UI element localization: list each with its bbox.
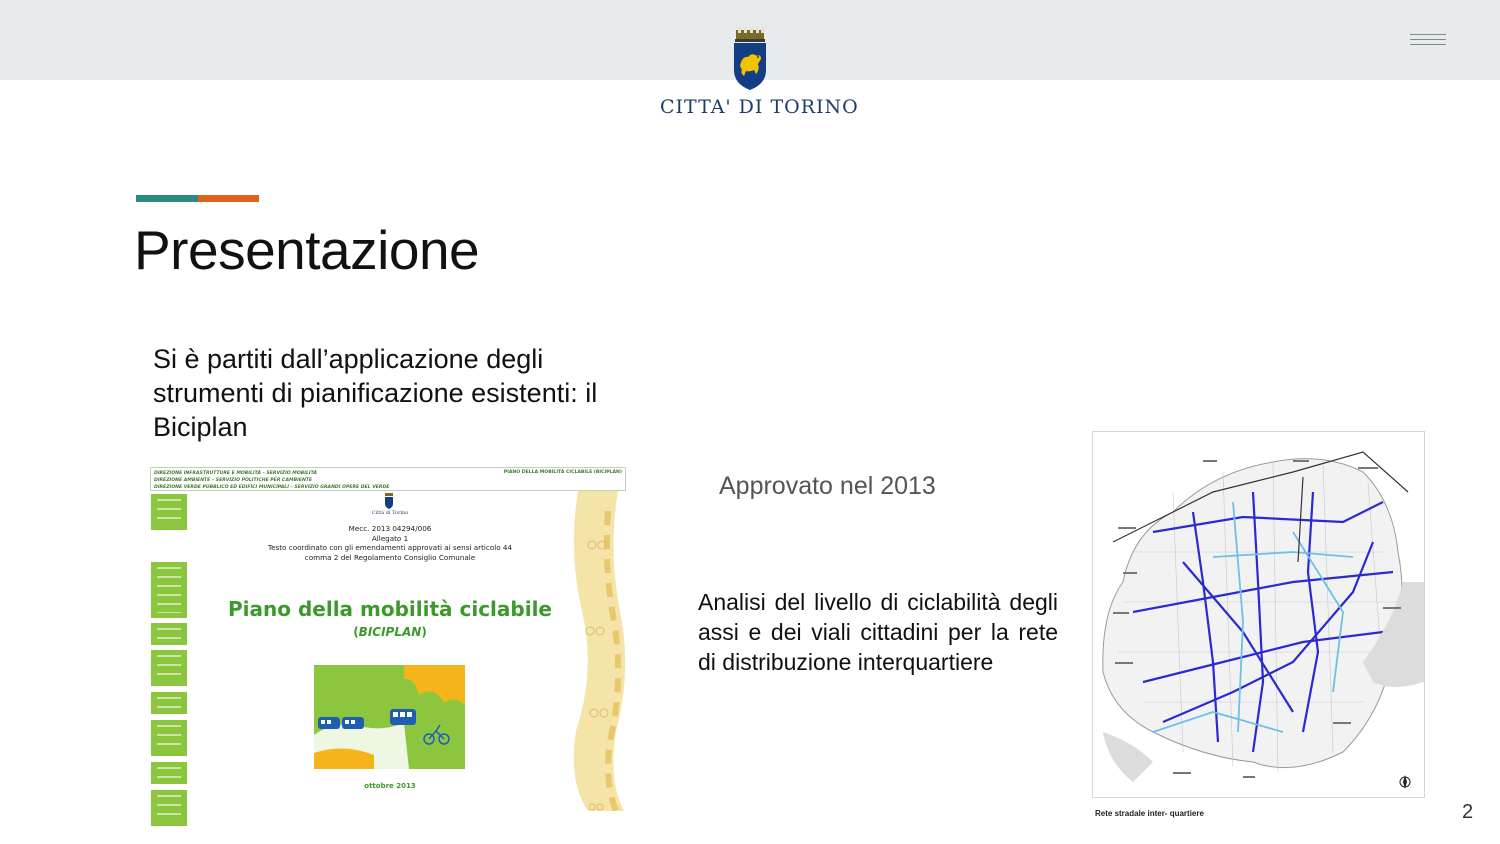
- doc-bike-path-decoration: [568, 491, 644, 811]
- city-name: CITTA' DI TORINO: [660, 96, 859, 118]
- map-caption: Rete stradale inter- quartiere: [1095, 809, 1204, 818]
- side-thumb: [151, 623, 187, 645]
- doc-subtitle-close: ): [421, 625, 427, 639]
- doc-date: ottobre 2013: [364, 782, 416, 790]
- analysis-text: Analisi del livello di ciclabilità degli assi e dei viali cittadini per la rete di distribuzione interquartiere: [698, 589, 1058, 675]
- doc-header-line: DIREZIONE INFRASTRUTTURE E MOBILITÀ – SERVIZIO MOBILITÀ: [154, 471, 317, 476]
- accent-bar-teal: [136, 195, 198, 202]
- doc-city: Città di Torino: [371, 510, 409, 516]
- doc-mecc: Mecc. 2013 04294/006: [348, 524, 432, 533]
- slide-title: Presentazione: [134, 219, 480, 281]
- doc-header-left: [154, 470, 389, 491]
- torino-road-network-map: [1092, 431, 1425, 798]
- doc-subtitle-open: (: [353, 625, 359, 639]
- accent-bar-orange: [198, 195, 259, 202]
- doc-meta: [250, 524, 530, 562]
- doc-testo-2: comma 2 del Regolamento Consiglio Comunale: [304, 552, 476, 562]
- side-thumb: [151, 650, 187, 686]
- hamburger-menu-icon[interactable]: [1410, 34, 1446, 48]
- doc-header: [150, 467, 626, 491]
- side-thumb: [151, 720, 187, 756]
- biciplan-document-thumbnail: [150, 467, 645, 829]
- side-thumb: [151, 692, 187, 714]
- city-logo[interactable]: [660, 26, 859, 118]
- torino-crest-icon: [730, 26, 770, 92]
- doc-header-line: DIREZIONE AMBIENTE – SERVIZIO POLITICHE PER L’AMBIENTE: [154, 478, 313, 483]
- page-number: 2: [1462, 801, 1474, 823]
- side-thumb: [151, 762, 187, 784]
- doc-cover-illustration: [314, 665, 465, 769]
- side-thumb: [151, 790, 187, 826]
- doc-crest-icon: [384, 493, 394, 509]
- doc-testo-1: Testo coordinato con gli emendamenti approvati ai sensi articolo 44: [267, 543, 513, 552]
- doc-subtitle: [280, 625, 500, 639]
- doc-header-right: PIANO DELLA MOBILITÀ CICLABILE (BICIPLAN): [503, 470, 622, 475]
- compass-icon: [1400, 775, 1410, 789]
- doc-title: Piano della mobilità ciclabile: [228, 597, 552, 621]
- side-thumb: [151, 494, 187, 530]
- doc-subtitle-main: BICIPLAN: [358, 625, 422, 639]
- doc-header-line: DIREZIONE VERDE PUBBLICO ED EDIFICI MUNICIPALI – SERVIZIO GRANDI OPERE DEL VERDE: [154, 485, 390, 490]
- approved-text: Approvato nel 2013: [719, 472, 936, 500]
- doc-allegato: Allegato 1: [371, 533, 409, 543]
- intro-text: Si è partiti dall’applicazione degli strumenti di pianificazione esistenti: il Biciplan: [153, 344, 598, 442]
